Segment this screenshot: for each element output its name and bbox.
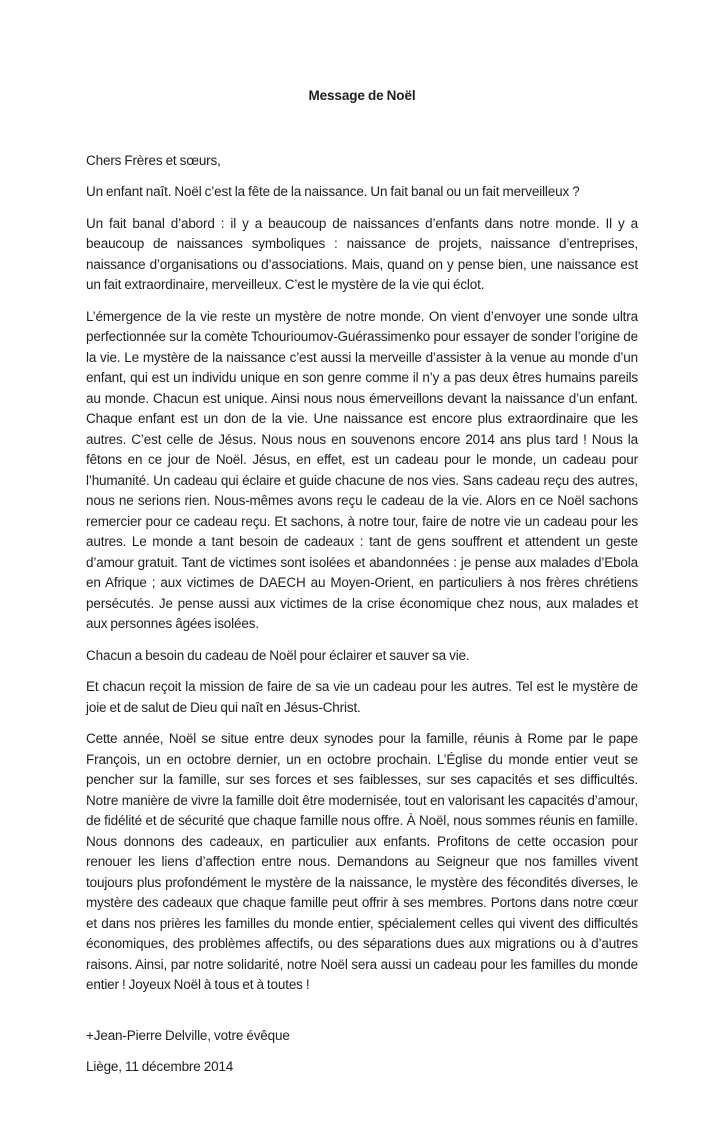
paragraph-fait-banal: Un fait banal d’abord : il y a beaucoup de naissances d’enfants dans notre monde. Il y a beaucoup de naissances symboliques : naissance de projets, naissance d’entreprises, naissance d’organisations ou d’associations. Mais, quand on y pense bien, une naissance est un fait extraordinaire, merveilleux. C’est le mystère de la vie qui éclot.: [86, 215, 638, 292]
paragraph-cadeau-noel: Chacun a besoin du cadeau de Noël pour éclairer et sauver sa vie.: [86, 647, 470, 663]
paragraph-synodes-famille: Cette année, Noël se situe entre deux synodes pour la famille, réunis à Rome par le pape François, un en octobre dernier, un en octobre prochain. L’Église du monde entier veut se pencher sur la famille, sur ses forces et ses faiblesses, sur ses capacités et ses difficultés. Notre manière de vivre la famille doit être modernisée, tout en valorisant les capacités d’amour, de fidélité et de sécurité que chaque famille nous offre. À Noël, nous sommes réunis en famille. Nous donnons des cadeaux, en particulier aux enfants. Profitons de cette occasion pour renouer les liens d’affection entre nous. Demandons au Seigneur que nos familles vivent toujours plus profondément le mystère de la naissance, le mystère des fécondités diverses, le mystère des cadeaux que chaque famille peut offrir à ses membres. Portons dans notre cœur et dans nos prières les familles du monde entier, spécialement celles qui vivent des difficultés économiques, des problèmes affectifs, ou des séparations dues aux migrations ou à d’autres raisons. Ainsi, par notre solidarité, notre Noël sera aussi un cadeau pour les familles du monde entier ! Joyeux Noël à tous et à toutes !: [86, 731, 638, 992]
document-title: Message de Noël: [308, 88, 416, 103]
paragraph-intro-question: Un enfant naît. Noël c’est la fête de la naissance. Un fait banal ou un fait merveilleux ?: [86, 184, 580, 199]
place-date-line: Liège, 11 décembre 2014: [86, 1059, 234, 1074]
paragraph-mission: Et chacun reçoit la mission de faire de sa vie un cadeau pour les autres. Tel est le mystère de joie et de salut de Dieu qui naît en Jésus-Christ.: [86, 679, 638, 715]
greeting-line: Chers Frères et sœurs,: [86, 152, 221, 168]
paragraph-emergence-vie: L’émergence de la vie reste un mystère de notre monde. On vient d’envoyer une sonde ultra perfectionnée sur la comète Tchourioumov-Guérassimenko pour essayer de sonder l’origine de la vie. Le mystère de la naissance c’est aussi la merveille d’assister à la venue au monde d’un enfant, qui est un individu unique en son genre comme il n’y a pas deux êtres humains pareils au monde. Chacun est unique. Ainsi nous nous émerveillons devant la naissance d’un enfant. Chaque enfant est un don de la vie. Une naissance est encore plus extraordinaire que les autres. C’est celle de Jésus. Nous nous en souvenons encore 2014 ans plus tard ! Nous la fêtons en ce jour de Noël. Jésus, en effet, est un cadeau pour le monde, un cadeau pour l’humanité. Un cadeau qui éclaire et guide chacune de nos vies. Sans cadeau reçu des autres, nous ne serions rien. Nous-mêmes avons reçu le cadeau de la vie. Alors en ce Noël sachons remercier pour ce cadeau reçu. Et sachons, à notre tour, faire de notre vie un cadeau pour les autres. Le monde a tant besoin de cadeaux : tant de gens souffrent et attendent un geste d’amour gratuit. Tant de victimes sont isolées et abandonnées : je pense aux malades d’Ebola en Afrique ; aux victimes de DAECH au Moyen-Orient, en particuliers à nos frères chrétiens persécutés. Je pense aussi aux victimes de la crise économique chez nous, aux malades et aux personnes âgées isolées.: [86, 308, 638, 631]
signature-line: +Jean-Pierre Delville, votre évêque: [86, 1027, 290, 1043]
